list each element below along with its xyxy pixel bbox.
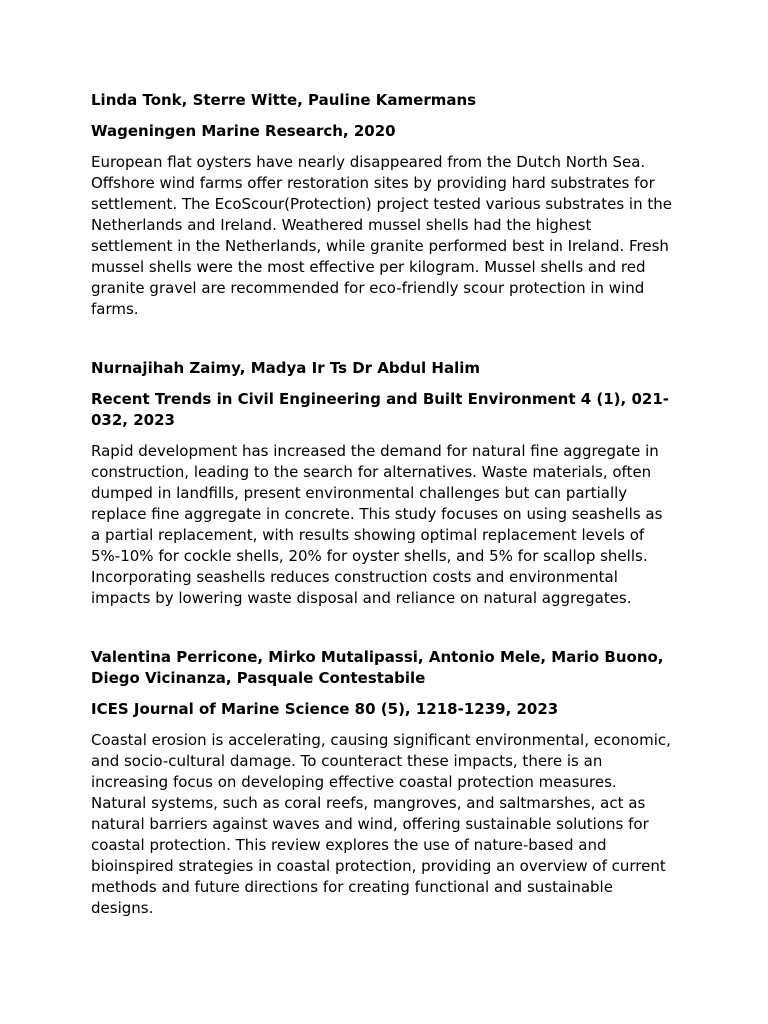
reference-entry-2 bbox=[91, 358, 676, 609]
entry-abstract: European flat oysters have nearly disappeared from the Dutch North Sea. Offshore wind farms offer restoration sites by providing hard substrates for settlement. The EcoScour(Protection) project tested various substrates in the Netherlands and Ireland. Weathered mussel shells had the highest settlement in the Netherlands, while granite performed best in Ireland. Fresh mussel shells were the most effective per kilogram. Mussel shells and red granite gravel are recommended for eco-friendly scour protection in wind farms. bbox=[91, 153, 672, 318]
entry-venue: Wageningen Marine Research, 2020 bbox=[91, 122, 396, 140]
entry-venue: Recent Trends in Civil Engineering and Built Environment 4 (1), 021-032, 2023 bbox=[91, 390, 669, 429]
entry-authors: Nurnajihah Zaimy, Madya Ir Ts Dr Abdul Halim bbox=[91, 359, 481, 377]
entry-abstract: Coastal erosion is accelerating, causing significant environmental, economic, and socio-cultural damage. To counteract these impacts, there is an increasing focus on developing effective coastal protection measures. Natural systems, such as coral reefs, mangroves, and saltmarshes, act as natural barriers against waves and wind, offering sustainable solutions for coastal protection. This review explores the use of nature-based and bioinspired strategies in coastal protection, providing an overview of current methods and future directions for creating functional and sustainable designs. bbox=[91, 731, 671, 917]
entry-abstract: Rapid development has increased the demand for natural fine aggregate in construction, leading to the search for alternatives. Waste materials, often dumped in landfills, present environmental challenges but can partially replace fine aggregate in concrete. This study focuses on using seashells as a partial replacement, with results showing optimal replacement levels of 5%-10% for cockle shells, 20% for oyster shells, and 5% for scallop shells. Incorporating seashells reduces construction costs and environmental impacts by lowering waste disposal and reliance on natural aggregates. bbox=[91, 442, 663, 607]
reference-entry-1 bbox=[91, 90, 676, 320]
reference-entry-3 bbox=[91, 647, 676, 919]
entry-venue: ICES Journal of Marine Science 80 (5), 1218-1239, 2023 bbox=[91, 700, 559, 718]
entry-authors: Valentina Perricone, Mirko Mutalipassi, Antonio Mele, Mario Buono, Diego Vicinanza, Pasquale Contestabile bbox=[91, 648, 664, 687]
entry-authors: Linda Tonk, Sterre Witte, Pauline Kamermans bbox=[91, 91, 477, 109]
